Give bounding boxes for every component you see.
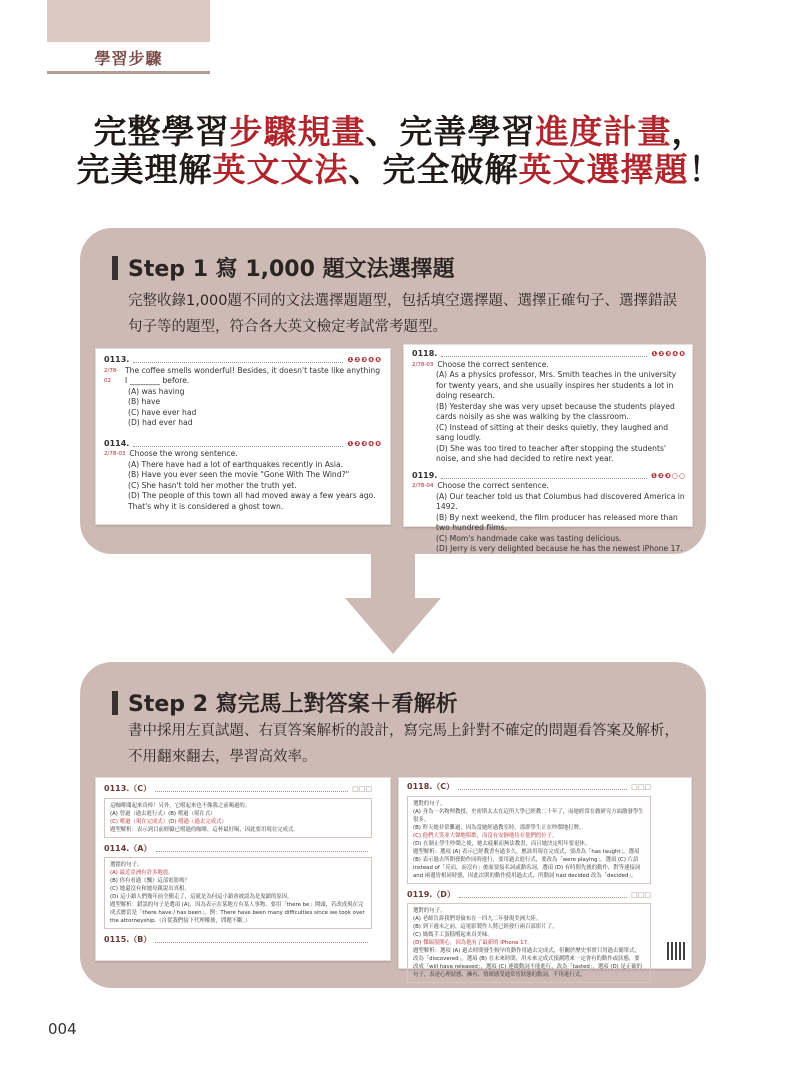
difficulty-marks: ❶❷❸❹❺: [347, 356, 382, 364]
step2-right-answers: [407, 782, 651, 983]
question-options: [104, 460, 382, 513]
question-prompt-row: [412, 481, 686, 492]
answer-line: 選對的句子。: [413, 908, 446, 914]
question-option: (A) There have had a lot of earthquakes recently in Asia.: [128, 459, 344, 469]
answer-line: 選對的句子。: [413, 800, 446, 807]
question-option: (B) Yesterday she was very upset because the students played cards noisily as she was walking by the classroom.: [436, 401, 675, 421]
question-option: (D) Jerry is very delighted because he has the newest iPhone 17.: [436, 544, 683, 553]
answer-line: 題型解析：錯誤的句子是選項 (A)，因為表示在某地方有某人事物，要用「there be」開頭，若改成現在完成式應當是「there have / has been」，例：There have been many difficulties since we took over the attorneyship.（自從我們接下代理權後，問題不斷。）: [110, 902, 365, 924]
answer-explanation: [407, 796, 651, 884]
question-prompt: Choose the correct sentence.: [437, 481, 549, 490]
answer-line: 選錯的句子。: [110, 862, 143, 868]
question-block: [104, 355, 382, 429]
question-tag: 2/78-04: [412, 483, 434, 489]
answer-line: 題型解析：選項 (A) 過去時間發生較早的動作用過去完成式，但關於歷史事實只用過去簡單式，改為「discovered」，選項 (B) 在未來時間，用未來完成式預測將來一定會有的動作或狀態，要改成「will have released」，選項 (C) 連綴動詞不能進行，改為「tasted」，選項 (D) 是正確的句子，表達心理狀態、擁有、情緒感受通常皆狀態的動詞，不用進行式。: [413, 948, 643, 978]
question-option: (B) Have you ever seen the movie "Gone With The Wind?": [128, 470, 350, 479]
answer-line: 這咖啡聞起來真棒！另外，它嚐起來也不像我之前喝過的。: [110, 802, 251, 809]
check-boxes: □□□: [631, 890, 651, 899]
headline-text: 完美理解: [76, 150, 213, 189]
question-prompt: Choose the wrong sentence.: [129, 449, 238, 458]
step2-title: [112, 687, 458, 718]
question-header: [104, 355, 382, 366]
answer-line: (B) 到下週末之前，這電影製作人將已經發行兩百部影片了。: [413, 924, 558, 930]
answer-block: [104, 935, 372, 946]
headline-text: 、完全破解: [348, 150, 519, 189]
headline-text: ！: [688, 150, 723, 189]
answer-number: 0119.（D）: [407, 889, 455, 899]
answer-explanation: [104, 857, 372, 929]
question-option: (C) Instead of sitting at their desks quietly, they laughed and sang loudly.: [436, 422, 669, 442]
question-number: 0119.: [412, 470, 438, 480]
check-boxes: □□□: [352, 785, 372, 793]
question-block: [412, 349, 686, 465]
answer-line: (B) 你有看過《飄》這部電影嗎？: [110, 878, 190, 884]
step1-right-questions: [412, 349, 686, 555]
question-options: [412, 492, 686, 555]
answer-number: 0113.（C）: [104, 784, 152, 793]
question-option: (B) By next weekend, the film producer has released more than two hundred films.: [436, 512, 678, 532]
headline-text: ，: [671, 112, 706, 151]
dotted-leader: [133, 441, 343, 447]
answer-header: [104, 935, 372, 946]
qr-code-icon: [667, 942, 685, 960]
headline-highlight: 進度計畫: [535, 112, 672, 151]
headline-line-2: [0, 150, 799, 190]
answer-block: [104, 784, 372, 838]
answer-line: (A) 老師告訴我們哥倫布在一四九二年發現美洲大陸。: [413, 916, 542, 922]
question-prompt-row: [412, 360, 686, 371]
header-tab: [47, 0, 210, 42]
question-block: [412, 471, 686, 555]
answer-block: [407, 782, 651, 884]
question-number: 0118.: [412, 349, 438, 358]
answer-line: (C) 嚐過（現在完成式）(D) 嚐過（過去完成式）: [110, 818, 227, 825]
answer-block: [104, 844, 372, 930]
headline-text: 完整學習: [93, 112, 230, 151]
headline-highlight: 步驟規畫: [229, 112, 366, 151]
question-option: (C) She hasn't told her mother the truth yet.: [128, 480, 297, 490]
step2-description: 書中採用左頁試題、右頁答案解析的設計，寫完馬上針對不確定的問題看答案及解析，不用翻來翻去，學習高效率。: [128, 723, 679, 765]
answer-line: (D) 在制止學生吵鬧之後，她太疲累而無法教書，而且她決定明年要退休。: [413, 840, 591, 847]
difficulty-marks: ❶❷❸❹❺: [651, 350, 686, 358]
question-option: (D) The people of this town all had moved away a few years ago. That's why it is considered a ghost town.: [128, 491, 376, 511]
dotted-leader: [459, 892, 627, 898]
question-header: [412, 471, 686, 482]
answer-line: (D) 傑瑞很開心，因為他有了最新的 iPhone 17。: [413, 940, 533, 946]
step1-description: 完整收錄1,000題不同的文法選擇題題型，包括填空選擇題、選擇正確句子、選擇錯誤句子等的題型，符合各大英文檢定考試常考題型。: [128, 293, 678, 335]
question-option: (B) have: [128, 397, 161, 406]
answer-line: (A) 最近亞洲有許多地震。: [110, 870, 174, 876]
question-options: [104, 387, 382, 429]
question-option: (A) Our teacher told us that Columbus had discovered America in 1492.: [436, 491, 685, 511]
answer-line: 題型解析：表示到目前經驗已嚐過的咖啡，這杯最好喝，因此要用現在完成式。: [110, 826, 299, 833]
step2-left-answers: [104, 784, 372, 946]
step1-right-page: [403, 344, 693, 553]
answer-line: (D) 這小鎮人們幾年前全搬走了，這就是為何這小鎮會被認為是鬼鎮的原因。: [110, 894, 293, 900]
answer-line: (C) 她還沒有和她母親說出真相。: [110, 886, 190, 892]
question-option: (D) She was too tired to teacher after stopping the students' noise, and she had decided to retire next year.: [436, 443, 667, 463]
difficulty-marks: ❶❷❸❹❺: [347, 439, 382, 448]
question-prompt-row: [104, 449, 382, 460]
dotted-leader: [155, 786, 348, 792]
question-block: [104, 439, 382, 513]
answer-line: (C) 他們大笑並大聲地唱歌，而沒有安靜地待在他們的位子。: [413, 832, 558, 839]
dotted-leader: [458, 784, 627, 790]
headline-text: 、完善學習: [365, 112, 536, 151]
dotted-leader: [441, 473, 647, 479]
dotted-leader: [156, 846, 369, 852]
question-header: [412, 349, 686, 360]
dotted-leader: [133, 357, 343, 363]
question-tag: 2/78-03: [412, 361, 434, 368]
headline-highlight: 英文文法: [212, 150, 349, 189]
question-option: (D) had ever had: [128, 418, 193, 427]
question-prompt: Choose the correct sentence.: [437, 359, 549, 369]
difficulty-marks: ❶❷❸○○: [651, 471, 686, 480]
question-option: (A) As a physics professor, Mrs. Smith teaches in the university for twenty years, and she usually inspires her students a lot in doing research.: [436, 370, 677, 400]
headline-highlight: 英文選擇題: [518, 150, 689, 189]
question-option: (C) Mom's handmade cake was tasting delicious.: [436, 533, 622, 543]
answer-line: (A) 身為一名物理教授，史密斯太太在這所大學已經教二十年了，而她經常在做研究方面激發學生很多。: [413, 808, 644, 823]
answer-number: 0115.（B）: [104, 935, 152, 944]
answer-block: [407, 890, 651, 984]
step1-title-text: Step 1 寫 1,000 題文法選擇題: [128, 257, 455, 282]
question-tag: 2/78-03: [104, 451, 126, 457]
answer-number: 0114.（A）: [104, 843, 152, 853]
question-option: (C) have ever had: [128, 407, 197, 417]
answer-explanation: [104, 798, 372, 838]
section-label: 學習步驟: [94, 49, 163, 68]
dotted-leader: [441, 351, 647, 357]
question-options: [412, 370, 686, 465]
step1-left-questions: [104, 355, 382, 512]
headline-line-1: [0, 112, 799, 152]
question-prompt-row: [104, 366, 382, 387]
answer-line: (B) 昨天她非常難過，因為當她經過教室時，那群學生正在吵鬧地打牌。: [413, 824, 585, 831]
step1-title: [112, 252, 455, 283]
title-bar: [112, 691, 118, 715]
answer-header: [407, 782, 651, 793]
question-option: (A) was having: [128, 386, 185, 396]
down-arrow-icon: [345, 554, 441, 654]
dotted-leader: [155, 937, 368, 943]
step2-right-page: [398, 777, 692, 978]
title-bar: [112, 256, 118, 280]
answer-line: 題型解析：選項 (A) 表示已經教書有過多久，應該用現在完成式，要改為「has taught」，選項 (B) 表示過去所開發動作同時進行，要用過去進行式，要改為「were playing」，選項 (C) 片語 instead of「反而，而沒有」後面要接名詞或動名詞，選項 (D) 有時間先後的動作，對等連接詞 and 兩邊皆相同時態，因此次則的動作使用過去式，所動詞 had decided 改為「decided」。: [413, 848, 641, 879]
step1-left-page: [95, 348, 391, 525]
answer-number: 0118.（C）: [407, 782, 455, 791]
answer-header: [104, 784, 372, 795]
question-prompt: The coffee smells wonderful! Besides, it doesn't taste like anything I ________ before.: [125, 365, 381, 385]
question-number: 0113.: [104, 355, 130, 364]
page-number: 004: [48, 1020, 77, 1038]
section-rule: [47, 71, 210, 74]
step2-left-page: [95, 777, 391, 961]
answer-line: (A) 曾過（過去進行式）(B) 嚐過（現在式）: [110, 810, 216, 817]
answer-line: (C) 媽媽手工蛋糕嚐起來真美味。: [413, 932, 493, 938]
step2-title-text: Step 2 寫完馬上對答案＋看解析: [128, 692, 458, 717]
answer-header: [407, 890, 651, 901]
check-boxes: □□□: [631, 783, 651, 791]
answer-explanation: [407, 903, 651, 983]
question-number: 0114.: [104, 438, 130, 448]
question-header: [104, 439, 382, 450]
question-tag: 2/78-02: [104, 367, 119, 384]
answer-header: [104, 844, 372, 855]
